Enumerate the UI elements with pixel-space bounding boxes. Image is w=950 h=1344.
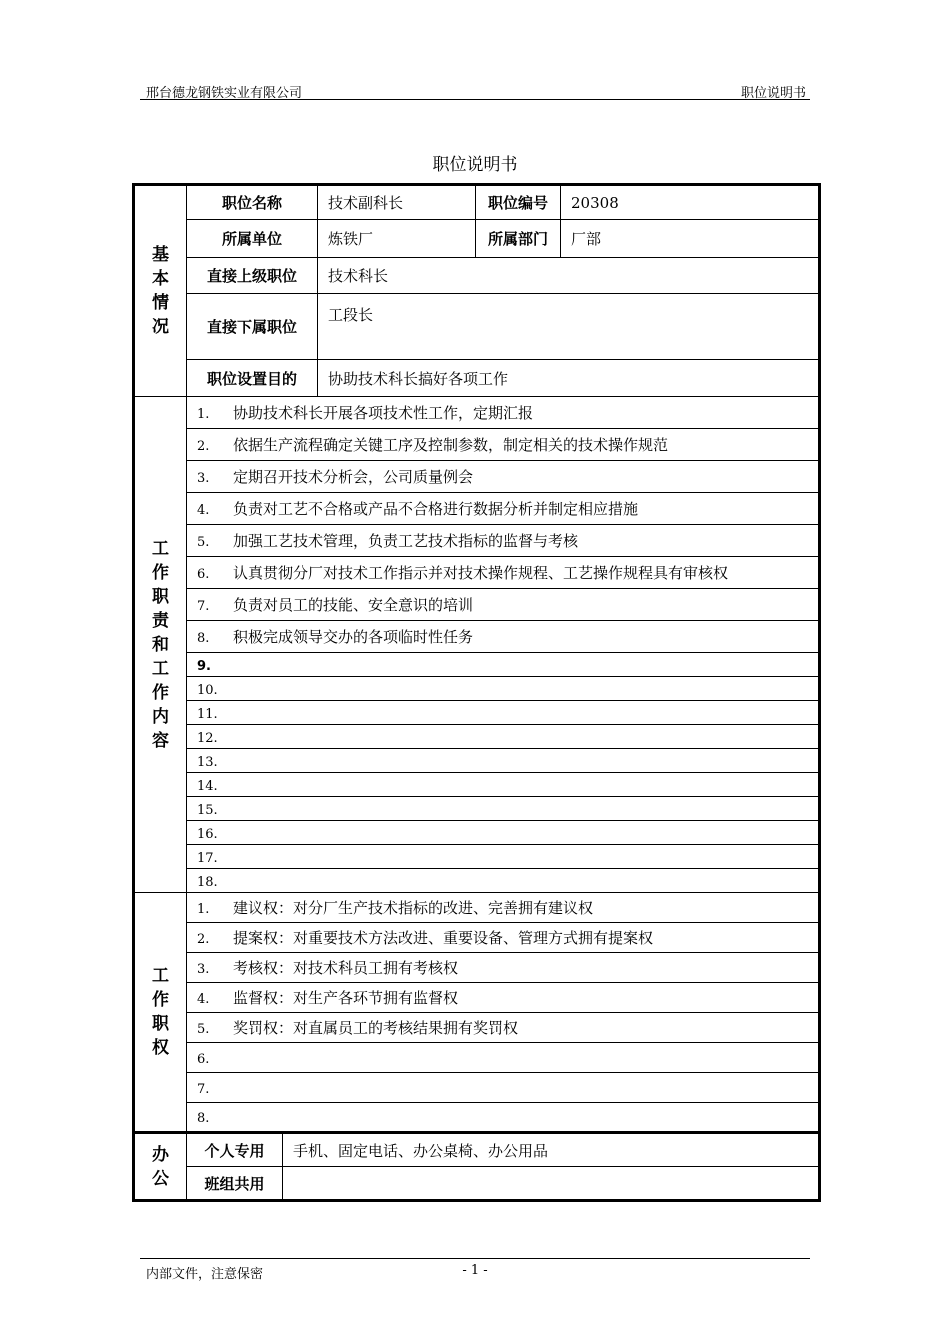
duty-blank-row: 9. bbox=[187, 653, 820, 677]
page-number: - 1 - bbox=[462, 1263, 488, 1278]
shared-use-value bbox=[283, 1167, 820, 1201]
duty-blank-row: 11. bbox=[187, 701, 820, 725]
authority-item: 2. 提案权：对重要技术方法改进、重要设备、管理方式拥有提案权 bbox=[187, 923, 820, 953]
duty-blank-row: 14. bbox=[187, 773, 820, 797]
page-title: 职位说明书 bbox=[432, 155, 518, 175]
duty-item: 1. 协助技术科长开展各项技术性工作，定期汇报 bbox=[187, 397, 820, 429]
duty-blank-row: 16. bbox=[187, 821, 820, 845]
header-doc-type: 职位说明书 bbox=[740, 86, 806, 101]
duty-item: 8. 积极完成领导交办的各项临时性任务 bbox=[187, 621, 820, 653]
subordinate-label: 直接下属职位 bbox=[187, 294, 318, 360]
dept-label: 所属部门 bbox=[476, 220, 561, 258]
position-name-value: 技术副科长 bbox=[318, 185, 476, 220]
duty-blank-row: 13. bbox=[187, 749, 820, 773]
duty-blank-row: 10. bbox=[187, 677, 820, 701]
authority-blank-row: 7. bbox=[187, 1073, 820, 1103]
position-code-label: 职位编号 bbox=[476, 185, 561, 220]
authority-item: 1. 建议权：对分厂生产技术指标的改进、完善拥有建议权 bbox=[187, 893, 820, 923]
authority-blank-row: 8. bbox=[187, 1103, 820, 1133]
purpose-label: 职位设置目的 bbox=[187, 360, 318, 397]
header-rule bbox=[140, 99, 810, 100]
authority-item: 5. 奖罚权：对直属员工的考核结果拥有奖罚权 bbox=[187, 1013, 820, 1043]
purpose-value: 协助技术科长搞好各项工作 bbox=[318, 360, 820, 397]
duty-blank-row: 12. bbox=[187, 725, 820, 749]
duty-blank-row: 18. bbox=[187, 869, 820, 893]
footer-rule bbox=[140, 1258, 810, 1259]
dept-value: 厂部 bbox=[561, 220, 820, 258]
duty-item: 2. 依据生产流程确定关键工序及控制参数，制定相关的技术操作规范 bbox=[187, 429, 820, 461]
footer-note: 内部文件，注意保密 bbox=[146, 1267, 264, 1282]
authority-blank-row: 6. bbox=[187, 1043, 820, 1073]
duty-blank-row: 17. bbox=[187, 845, 820, 869]
header-company: 邢台德龙钢铁实业有限公司 bbox=[146, 86, 303, 101]
authority-item: 4. 监督权：对生产各环节拥有监督权 bbox=[187, 983, 820, 1013]
duty-item: 4. 负责对工艺不合格或产品不合格进行数据分析并制定相应措施 bbox=[187, 493, 820, 525]
position-description-table bbox=[132, 183, 821, 1202]
position-code-value: 20308 bbox=[561, 185, 820, 220]
subordinate-value: 工段长 bbox=[318, 294, 820, 360]
superior-label: 直接上级职位 bbox=[187, 258, 318, 294]
section-authority: 工 作 职 权 bbox=[134, 893, 187, 1133]
unit-label: 所属单位 bbox=[187, 220, 318, 258]
section-basic-info: 基 本 情 况 bbox=[134, 185, 187, 397]
personal-use-value: 手机、固定电话、办公桌椅、办公用品 bbox=[283, 1133, 820, 1167]
section-office: 办 公 bbox=[134, 1133, 187, 1201]
authority-item: 3. 考核权：对技术科员工拥有考核权 bbox=[187, 953, 820, 983]
position-name-label: 职位名称 bbox=[187, 185, 318, 220]
duty-item: 3. 定期召开技术分析会，公司质量例会 bbox=[187, 461, 820, 493]
duty-blank-row: 15. bbox=[187, 797, 820, 821]
duty-item: 6. 认真贯彻分厂对技术工作指示并对技术操作规程、工艺操作规程具有审核权 bbox=[187, 557, 820, 589]
superior-value: 技术科长 bbox=[318, 258, 820, 294]
section-duties: 工 作 职 责 和 工 作 内 容 bbox=[134, 397, 187, 893]
unit-value: 炼铁厂 bbox=[318, 220, 476, 258]
shared-use-label: 班组共用 bbox=[187, 1167, 283, 1201]
duty-item: 5. 加强工艺技术管理，负责工艺技术指标的监督与考核 bbox=[187, 525, 820, 557]
personal-use-label: 个人专用 bbox=[187, 1133, 283, 1167]
duty-item: 7. 负责对员工的技能、安全意识的培训 bbox=[187, 589, 820, 621]
